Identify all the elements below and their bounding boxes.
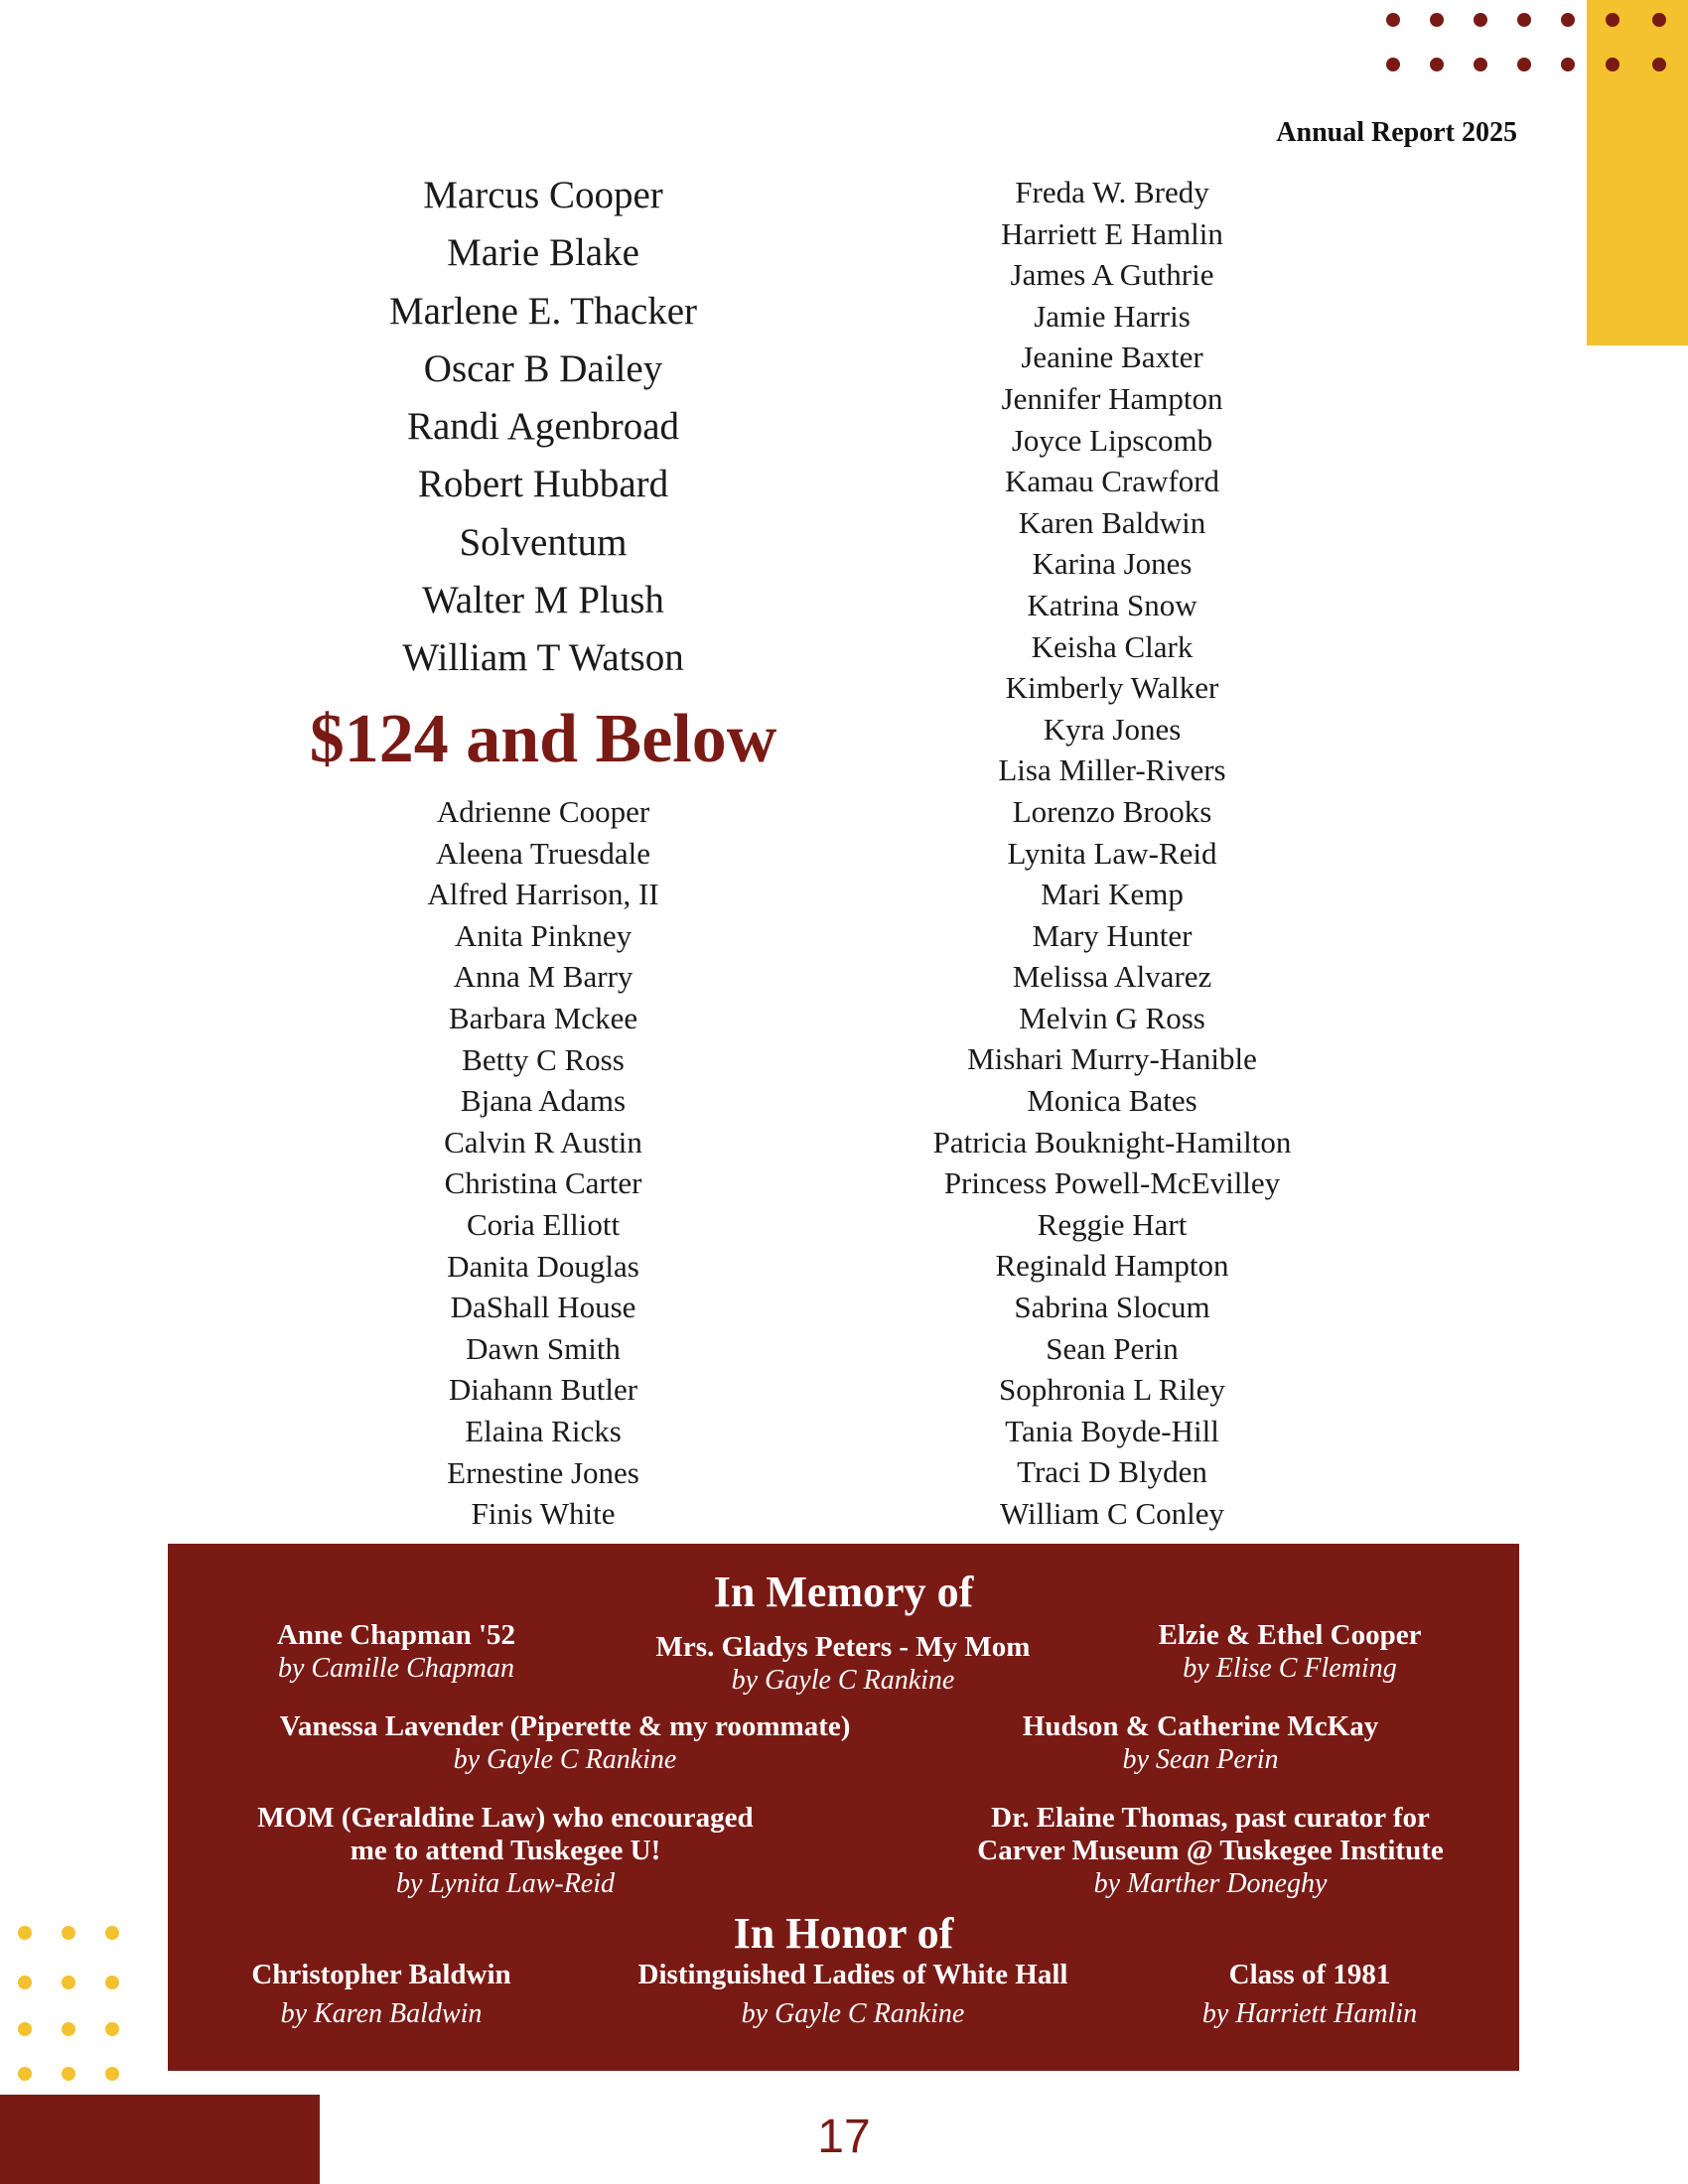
decorative-dot bbox=[1386, 13, 1400, 27]
donor-name: Barbara Mckee bbox=[448, 1000, 638, 1035]
donor-name: Keisha Clark bbox=[1031, 628, 1194, 664]
donor-name: Melvin G Ross bbox=[1019, 1000, 1205, 1035]
donor-name: Dawn Smith bbox=[466, 1330, 621, 1366]
decorative-dot bbox=[105, 2022, 119, 2036]
donor-name: Mary Hunter bbox=[1032, 917, 1193, 953]
memorial-donor: by Gayle C Rankine bbox=[453, 1744, 677, 1775]
decorative-dot bbox=[1606, 58, 1619, 71]
donor-list-continued bbox=[295, 167, 791, 688]
honoree: Class of 1981 bbox=[1228, 1959, 1391, 1990]
in-honor-heading: In Honor of bbox=[733, 1909, 954, 1958]
memorial-honoree: Dr. Elaine Thomas, past curator for bbox=[991, 1802, 1430, 1834]
donor-name: Karina Jones bbox=[1032, 546, 1193, 582]
decorative-dot bbox=[62, 1976, 75, 1989]
memorial-donor: by Lynita Law-Reid bbox=[395, 1868, 616, 1899]
decorative-dot bbox=[1474, 13, 1487, 27]
decorative-dot bbox=[62, 1926, 75, 1940]
donor-name: Bjana Adams bbox=[460, 1083, 627, 1119]
donor-name: Katrina Snow bbox=[1027, 587, 1197, 622]
decorative-dot bbox=[62, 2067, 75, 2081]
memorial-entry bbox=[168, 1710, 962, 1776]
donor-name: Patricia Bouknight-Hamilton bbox=[932, 1124, 1292, 1160]
donor-name: William T Watson bbox=[402, 636, 684, 680]
donor-name: Joyce Lipscomb bbox=[1011, 422, 1213, 458]
decorative-dot bbox=[1517, 13, 1531, 27]
memorial-honoree: Carver Museum @ Tuskegee Institute bbox=[977, 1835, 1444, 1866]
donor-name: Robert Hubbard bbox=[417, 463, 669, 506]
donor-name: Mari Kemp bbox=[1041, 877, 1184, 912]
decorative-dot bbox=[1386, 58, 1400, 71]
donor-name: Lorenzo Brooks bbox=[1012, 793, 1212, 829]
decorative-dot bbox=[1652, 13, 1666, 27]
donor-name: Alfred Harrison, II bbox=[427, 877, 659, 912]
donor-name: Lisa Miller-Rivers bbox=[998, 752, 1226, 788]
donor-name: DaShall House bbox=[450, 1290, 636, 1325]
gold-accent-bar bbox=[1587, 0, 1688, 345]
tier-donor-list-right bbox=[864, 172, 1360, 1535]
decorative-dot bbox=[18, 1976, 32, 1989]
memorial-entry bbox=[168, 1619, 625, 1685]
donor-name: William C Conley bbox=[999, 1496, 1225, 1531]
donor-name: Kamau Crawford bbox=[1004, 464, 1220, 499]
decorative-dot bbox=[1517, 58, 1531, 71]
donor-name: Kyra Jones bbox=[1043, 711, 1182, 747]
donor-name: Ernestine Jones bbox=[447, 1454, 639, 1490]
donor-name: Anna M Barry bbox=[453, 959, 633, 995]
donor-name: Marcus Cooper bbox=[423, 174, 663, 216]
memorial-honoree: Hudson & Catherine McKay bbox=[1022, 1710, 1379, 1742]
donor-name: Sabrina Slocum bbox=[1014, 1290, 1210, 1325]
in-memory-heading: In Memory of bbox=[713, 1568, 974, 1616]
donor-name: Walter M Plush bbox=[422, 579, 664, 622]
donor-name: Tania Boyde-Hill bbox=[1005, 1413, 1219, 1448]
page-number: 17 bbox=[817, 2111, 871, 2163]
donor-name: Adrienne Cooper bbox=[436, 794, 650, 829]
donor-name: Betty C Ross bbox=[462, 1041, 625, 1077]
donor-name: Freda W. Bredy bbox=[1015, 175, 1209, 209]
donor-name: Sophronia L Riley bbox=[999, 1372, 1225, 1408]
report-title: Annual Report 2025 bbox=[1276, 117, 1517, 148]
decorative-dot bbox=[1430, 13, 1444, 27]
donor-name: Diahann Butler bbox=[448, 1372, 638, 1408]
memorial-entry bbox=[575, 1631, 1111, 1697]
donor-name: Jeanine Baxter bbox=[1021, 340, 1203, 375]
memorial-donor: by Sean Perin bbox=[1122, 1744, 1279, 1775]
donor-name: Randi Agenbroad bbox=[406, 405, 680, 449]
donor-name: Monica Bates bbox=[1027, 1083, 1197, 1119]
memorial-entry bbox=[227, 1802, 783, 1900]
donor-name: Aleena Truesdale bbox=[435, 835, 651, 871]
memorial-honor-box bbox=[168, 1544, 1519, 2071]
decorative-dot bbox=[1606, 13, 1619, 27]
donor-name: Karen Baldwin bbox=[1018, 504, 1206, 540]
donor-name: Oscar B Dailey bbox=[423, 346, 663, 390]
memorial-donor: by Gayle C Rankine bbox=[731, 1665, 955, 1696]
tier-donor-list-left bbox=[295, 791, 791, 1535]
decorative-dot bbox=[105, 1926, 119, 1940]
donor-name: Sean Perin bbox=[1046, 1330, 1179, 1366]
memorial-entry bbox=[883, 1802, 1538, 1900]
donor-name: Traci D Blyden bbox=[1017, 1454, 1207, 1490]
decorative-dot bbox=[1474, 58, 1487, 71]
honor-donor: by Karen Baldwin bbox=[280, 1998, 483, 2029]
donor-name: Princess Powell-McEvilley bbox=[943, 1165, 1281, 1201]
donor-name: Jamie Harris bbox=[1034, 298, 1191, 334]
honor-donor: by Harriett Hamlin bbox=[1201, 1998, 1418, 2029]
honor-entry bbox=[585, 1959, 1121, 2030]
donor-name: Elaina Ricks bbox=[465, 1413, 622, 1448]
memorial-donor: by Elise C Fleming bbox=[1183, 1653, 1397, 1684]
decorative-dot bbox=[105, 2067, 119, 2081]
memorial-donor: by Marther Doneghy bbox=[1093, 1868, 1328, 1899]
donor-name: Danita Douglas bbox=[447, 1248, 639, 1284]
honor-entry bbox=[1111, 1959, 1508, 2030]
memorial-honoree: Vanessa Lavender (Piperette & my roommate) bbox=[279, 1710, 851, 1742]
memorial-honoree: MOM (Geraldine Law) who encouraged bbox=[257, 1802, 754, 1834]
decorative-dot bbox=[1652, 58, 1666, 71]
donor-name: Marie Blake bbox=[447, 231, 639, 275]
giving-tier-heading: $124 and Below bbox=[309, 701, 777, 777]
honor-donor: by Gayle C Rankine bbox=[741, 1998, 965, 2029]
donor-name: Finis White bbox=[471, 1496, 616, 1532]
memorial-honoree: me to attend Tuskegee U! bbox=[350, 1835, 661, 1866]
memorial-entry bbox=[1061, 1619, 1518, 1685]
decorative-dot bbox=[1561, 13, 1575, 27]
honor-entry bbox=[168, 1959, 595, 2030]
memorial-honoree: Elzie & Ethel Cooper bbox=[1158, 1619, 1422, 1651]
decorative-dot bbox=[62, 2022, 75, 2036]
donor-name: Anita Pinkney bbox=[454, 917, 633, 953]
donor-name: Solventum bbox=[459, 520, 628, 564]
decorative-dot bbox=[18, 2022, 32, 2036]
donor-name: Coria Elliott bbox=[466, 1206, 621, 1242]
donor-name: James A Guthrie bbox=[1010, 257, 1214, 293]
decorative-dot bbox=[1561, 58, 1575, 71]
memorial-entry bbox=[922, 1710, 1478, 1776]
decorative-dot bbox=[1430, 58, 1444, 71]
donor-name: Melissa Alvarez bbox=[1012, 959, 1212, 995]
donor-name: Harriett E Hamlin bbox=[1001, 215, 1223, 251]
donor-name: Calvin R Austin bbox=[444, 1124, 642, 1160]
donor-name: Marlene E. Thacker bbox=[388, 289, 698, 333]
donor-name: Reginald Hampton bbox=[995, 1248, 1229, 1284]
donor-name: Kimberly Walker bbox=[1005, 670, 1219, 706]
decorative-dot bbox=[18, 2067, 32, 2081]
memorial-honoree: Mrs. Gladys Peters - My Mom bbox=[655, 1631, 1031, 1663]
donor-name: Jennifer Hampton bbox=[1001, 380, 1223, 416]
donor-name: Christina Carter bbox=[444, 1165, 642, 1201]
decorative-dot bbox=[18, 1926, 32, 1940]
honoree: Distinguished Ladies of White Hall bbox=[637, 1959, 1068, 1990]
donor-name: Mishari Murry-Hanible bbox=[967, 1041, 1257, 1077]
donor-name: Lynita Law-Reid bbox=[1007, 835, 1217, 871]
decorative-dot bbox=[105, 1976, 119, 1989]
memorial-donor: by Camille Chapman bbox=[278, 1653, 514, 1684]
memorial-honoree: Anne Chapman '52 bbox=[276, 1619, 516, 1651]
honoree: Christopher Baldwin bbox=[251, 1959, 511, 1990]
donor-name: Reggie Hart bbox=[1037, 1206, 1188, 1242]
